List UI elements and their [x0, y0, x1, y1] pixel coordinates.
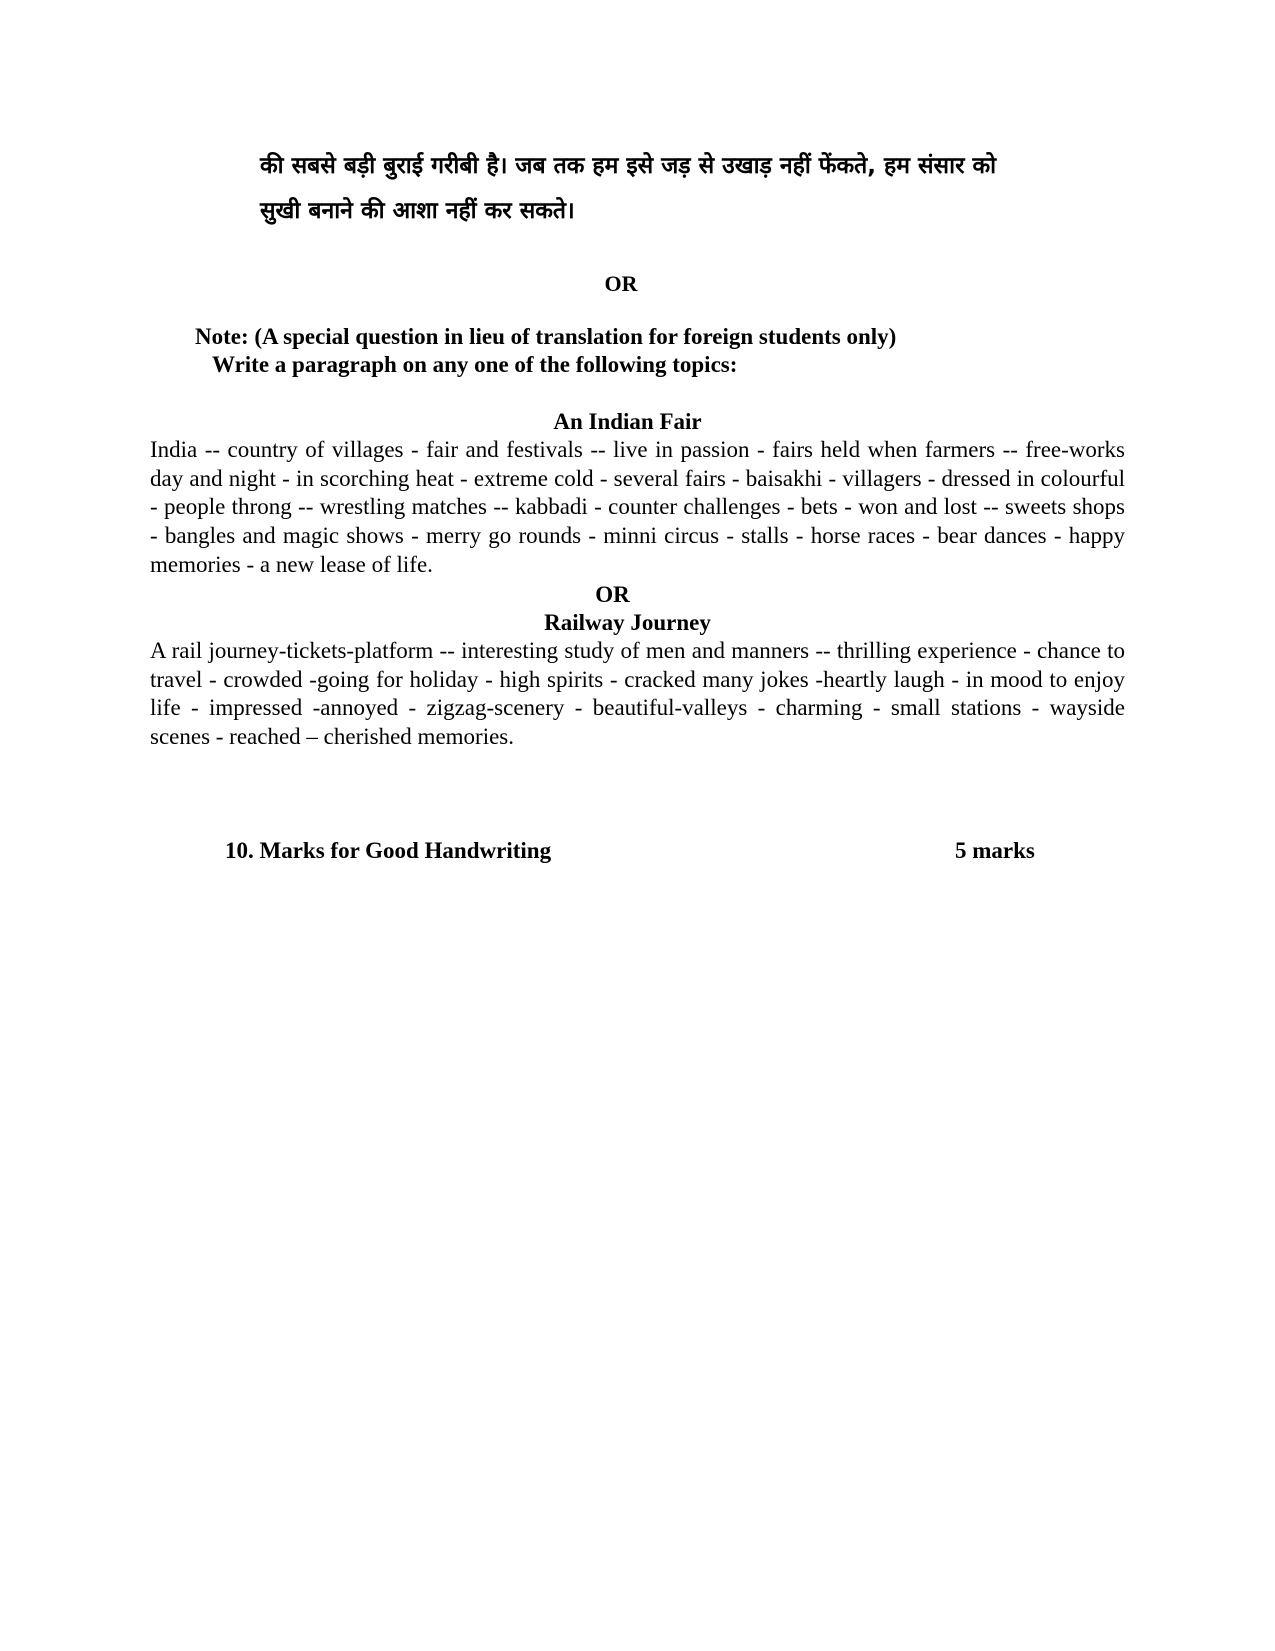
instruction-text: Write a paragraph on any one of the following topics:	[212, 352, 738, 377]
hindi-passage-line-1: की सबसे बड़ी बुराई गरीबी है। जब तक हम इसे जड़ से उखाड़ नहीं फेंकते, हम संसार को	[260, 153, 997, 179]
question-10-marks: 5 marks	[955, 838, 1035, 863]
note-text: Note: (A special question in lieu of translation for foreign students only)	[195, 324, 897, 349]
topic-title-railway-journey: Railway Journey	[544, 610, 711, 635]
or-separator-topics: OR	[595, 582, 630, 607]
topic-title-indian-fair: An Indian Fair	[553, 409, 702, 434]
topic-body-indian-fair: India -- country of villages - fair and festivals -- live in passion - fairs held when farmers -- free-works day and night - in scorching heat - extreme cold - several fairs - baisakhi - villagers - dressed in colourful - people throng -- wrestling matches -- kabbadi - counter challenges - bets - won and lost -- sweets shops - bangles and magic shows - merry go rounds - minni circus - stalls - horse races - bear dances - happy memories - a new lease of life.	[150, 437, 1125, 577]
hindi-passage-line-2: सुखी बनाने की आशा नहीं कर सकते।	[260, 198, 575, 224]
or-separator: OR	[604, 271, 638, 296]
topic-body-railway-journey: A rail journey-tickets-platform -- interesting study of men and manners -- thrilling experience - chance to travel - crowded -going for holiday - high spirits - cracked many jokes -heartly laugh - in mood to enjoy life - impressed -annoyed - zigzag-scenery - beautiful-valleys - charming - small stations - wayside scenes - reached – cherished memories.	[150, 638, 1125, 750]
question-10-label: 10. Marks for Good Handwriting	[225, 838, 552, 863]
